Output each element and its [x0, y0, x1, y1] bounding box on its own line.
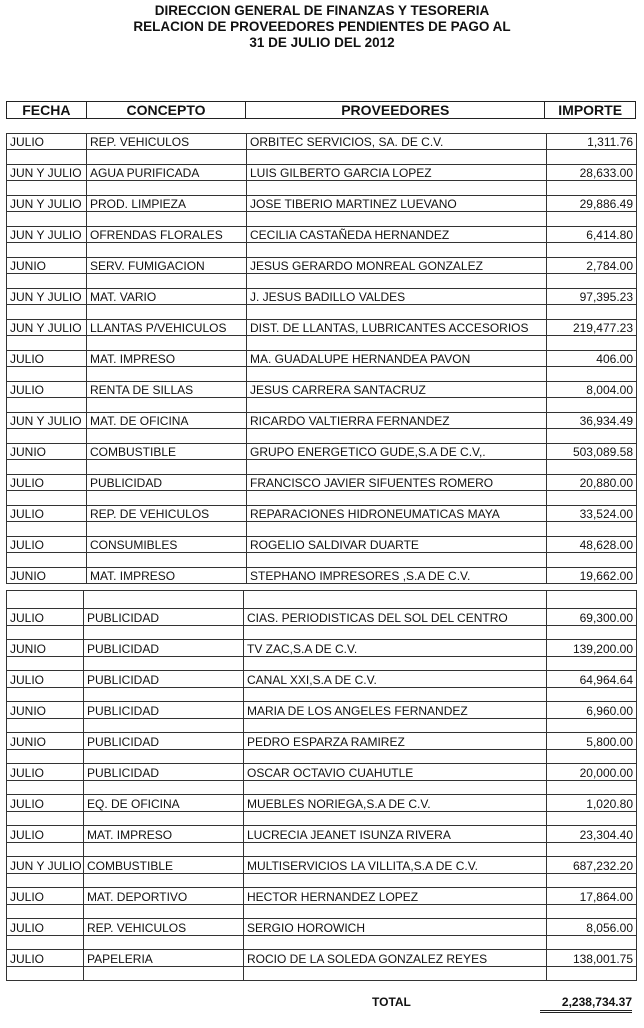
importe-cell: 97,395.23 — [547, 289, 637, 305]
fecha-cell: JUN Y JULIO — [7, 320, 87, 336]
table-row — [7, 919, 637, 936]
concepto-cell: OFRENDAS FLORALES — [87, 227, 247, 243]
empty-cell — [547, 305, 637, 320]
blank-row — [7, 657, 637, 671]
table-row — [7, 320, 637, 336]
table-row — [7, 444, 637, 460]
table-row — [7, 227, 637, 243]
proveedor-cell: CIAS. PERIODISTICAS DEL SOL DEL CENTRO — [244, 609, 547, 626]
empty-cell — [7, 874, 84, 888]
proveedor-cell: CANAL XXI,S.A DE C.V. — [244, 671, 547, 688]
empty-cell — [7, 967, 84, 981]
empty-cell — [7, 657, 84, 671]
fecha-cell: JUN Y JULIO — [7, 413, 87, 429]
empty-cell — [547, 967, 637, 981]
blank-row — [7, 936, 637, 950]
empty-cell — [7, 626, 84, 640]
empty-cell — [7, 522, 87, 537]
empty-cell — [547, 905, 637, 919]
blank-row — [7, 212, 637, 227]
empty-cell — [547, 688, 637, 702]
empty-cell — [547, 274, 637, 289]
proveedor-cell: CECILIA CASTAÑEDA HERNANDEZ — [247, 227, 547, 243]
empty-cell — [247, 460, 547, 475]
proveedor-cell: HECTOR HERNANDEZ LOPEZ — [244, 888, 547, 905]
importe-cell: 6,960.00 — [547, 702, 637, 719]
empty-cell — [547, 460, 637, 475]
importe-cell: 6,414.80 — [547, 227, 637, 243]
concepto-cell: COMBUSTIBLE — [84, 857, 244, 874]
importe-cell: 64,964.64 — [547, 671, 637, 688]
importe-cell: 33,524.00 — [547, 506, 637, 522]
empty-cell — [7, 243, 87, 258]
proveedor-cell: LUIS GILBERTO GARCIA LOPEZ — [247, 165, 547, 181]
empty-cell — [547, 812, 637, 826]
empty-cell — [84, 843, 244, 857]
empty-cell — [547, 626, 637, 640]
table-row — [7, 382, 637, 398]
table-row — [7, 857, 637, 874]
concepto-cell: MAT. IMPRESO — [84, 826, 244, 843]
concepto-cell: EQ. DE OFICINA — [84, 795, 244, 812]
empty-cell — [244, 781, 547, 795]
importe-cell: 19,662.00 — [547, 568, 637, 584]
proveedor-cell: FRANCISCO JAVIER SIFUENTES ROMERO — [247, 475, 547, 491]
importe-cell: 1,020.80 — [547, 795, 637, 812]
table-row — [7, 537, 637, 553]
empty-cell — [547, 750, 637, 764]
empty-cell — [7, 305, 87, 320]
empty-cell — [87, 398, 247, 413]
doc-title-line3: 31 DE JULIO DEL 2012 — [249, 35, 395, 50]
empty-cell — [547, 212, 637, 227]
doc-title-line2: RELACION DE PROVEEDORES PENDIENTES DE PAGO AL — [133, 19, 511, 34]
importe-cell: 5,800.00 — [547, 733, 637, 750]
importe-cell: 48,628.00 — [547, 537, 637, 553]
empty-cell — [247, 491, 547, 506]
proveedor-cell: MARIA DE LOS ANGELES FERNANDEZ — [244, 702, 547, 719]
empty-cell — [547, 522, 637, 537]
blank-row — [7, 367, 637, 382]
total-label: TOTAL — [372, 995, 411, 1009]
empty-cell — [247, 429, 547, 444]
column-header-proveedores: PROVEEDORES — [246, 102, 545, 118]
empty-cell — [247, 181, 547, 196]
table-row — [7, 289, 637, 305]
fecha-cell: JUNIO — [7, 568, 87, 584]
proveedor-cell: SERGIO HOROWICH — [244, 919, 547, 936]
proveedor-cell: MA. GUADALUPE HERNANDEA PAVON — [247, 351, 547, 367]
empty-cell — [547, 874, 637, 888]
empty-cell — [7, 781, 84, 795]
empty-cell — [87, 336, 247, 351]
empty-cell — [7, 843, 84, 857]
importe-cell: 406.00 — [547, 351, 637, 367]
empty-cell — [87, 181, 247, 196]
fecha-cell: JULIO — [7, 609, 84, 626]
proveedor-cell: REPARACIONES HIDRONEUMATICAS MAYA — [247, 506, 547, 522]
concepto-cell: PUBLICIDAD — [84, 764, 244, 781]
proveedor-cell: ORBITEC SERVICIOS, SA. DE C.V. — [247, 134, 547, 150]
column-header-fecha: FECHA — [7, 102, 87, 118]
fecha-cell: JULIO — [7, 134, 87, 150]
proveedor-cell: JESUS GERARDO MONREAL GONZALEZ — [247, 258, 547, 274]
empty-cell — [7, 688, 84, 702]
fecha-cell: JULIO — [7, 888, 84, 905]
fecha-cell: JULIO — [7, 950, 84, 967]
blank-row — [7, 522, 637, 537]
importe-cell: 29,886.49 — [547, 196, 637, 212]
empty-cell — [244, 719, 547, 733]
concepto-cell: PAPELERIA — [84, 950, 244, 967]
importe-cell: 20,000.00 — [547, 764, 637, 781]
blank-row — [7, 243, 637, 258]
empty-cell — [7, 150, 87, 165]
blank-row — [7, 750, 637, 764]
proveedor-cell: TV ZAC,S.A DE C.V. — [244, 640, 547, 657]
blank-row — [7, 274, 637, 289]
empty-cell — [247, 274, 547, 289]
importe-cell: 23,304.40 — [547, 826, 637, 843]
concepto-cell: COMBUSTIBLE — [87, 444, 247, 460]
empty-cell — [84, 812, 244, 826]
table-row — [7, 764, 637, 781]
blank-row — [7, 398, 637, 413]
empty-cell — [7, 367, 87, 382]
fecha-cell: JUN Y JULIO — [7, 857, 84, 874]
empty-cell — [87, 212, 247, 227]
fecha-cell: JULIO — [7, 506, 87, 522]
concepto-cell: MAT. DE OFICINA — [87, 413, 247, 429]
proveedor-cell: DIST. DE LLANTAS, LUBRICANTES ACCESORIOS — [247, 320, 547, 336]
concepto-cell: MAT. IMPRESO — [87, 568, 247, 584]
empty-cell — [547, 936, 637, 950]
empty-cell — [7, 812, 84, 826]
blank-row — [7, 781, 637, 795]
concepto-cell: MAT. IMPRESO — [87, 351, 247, 367]
empty-cell — [7, 336, 87, 351]
fecha-cell: JUNIO — [7, 258, 87, 274]
importe-cell: 28,633.00 — [547, 165, 637, 181]
empty-cell — [84, 750, 244, 764]
importe-cell: 69,300.00 — [547, 609, 637, 626]
blank-row — [7, 591, 637, 609]
empty-cell — [7, 905, 84, 919]
table-row — [7, 475, 637, 491]
table-row — [7, 506, 637, 522]
importe-cell: 8,056.00 — [547, 919, 637, 936]
empty-cell — [84, 719, 244, 733]
concepto-cell: CONSUMIBLES — [87, 537, 247, 553]
importe-cell: 20,880.00 — [547, 475, 637, 491]
blank-row — [7, 626, 637, 640]
doc-title-line1: DIRECCION GENERAL DE FINANZAS Y TESORERIA — [154, 3, 490, 18]
table-row — [7, 413, 637, 429]
empty-cell — [244, 657, 547, 671]
empty-cell — [244, 874, 547, 888]
empty-cell — [547, 491, 637, 506]
blank-row — [7, 305, 637, 320]
empty-cell — [244, 812, 547, 826]
table-row — [7, 795, 637, 812]
empty-cell — [7, 750, 84, 764]
empty-cell — [547, 336, 637, 351]
concepto-cell: MAT. DEPORTIVO — [84, 888, 244, 905]
empty-cell — [84, 657, 244, 671]
proveedor-cell: JESUS CARRERA SANTACRUZ — [247, 382, 547, 398]
fecha-cell: JUN Y JULIO — [7, 196, 87, 212]
empty-cell — [84, 781, 244, 795]
concepto-cell: PUBLICIDAD — [84, 733, 244, 750]
concepto-cell: PUBLICIDAD — [84, 702, 244, 719]
importe-cell: 138,001.75 — [547, 950, 637, 967]
empty-cell — [84, 905, 244, 919]
empty-cell — [87, 460, 247, 475]
empty-cell — [247, 398, 547, 413]
concepto-cell: AGUA PURIFICADA — [87, 165, 247, 181]
empty-cell — [7, 936, 84, 950]
fecha-cell: JUNIO — [7, 640, 84, 657]
providers-table-2 — [6, 590, 637, 981]
fecha-cell: JULIO — [7, 351, 87, 367]
empty-cell — [87, 429, 247, 444]
proveedor-cell: LUCRECIA JEANET ISUNZA RIVERA — [244, 826, 547, 843]
blank-row — [7, 491, 637, 506]
empty-cell — [7, 212, 87, 227]
empty-cell — [547, 181, 637, 196]
fecha-cell: JULIO — [7, 795, 84, 812]
importe-cell: 8,004.00 — [547, 382, 637, 398]
empty-cell — [244, 936, 547, 950]
blank-row — [7, 553, 637, 568]
empty-cell — [7, 274, 87, 289]
concepto-cell: PROD. LIMPIEZA — [87, 196, 247, 212]
proveedor-cell: J. JESUS BADILLO VALDES — [247, 289, 547, 305]
importe-cell: 687,232.20 — [547, 857, 637, 874]
fecha-cell: JUNIO — [7, 444, 87, 460]
concepto-cell: RENTA DE SILLAS — [87, 382, 247, 398]
importe-cell: 503,089.58 — [547, 444, 637, 460]
empty-cell — [244, 626, 547, 640]
fecha-cell: JULIO — [7, 826, 84, 843]
empty-cell — [87, 305, 247, 320]
blank-row — [7, 905, 637, 919]
blank-row — [7, 429, 637, 444]
table-row — [7, 609, 637, 626]
empty-cell — [87, 274, 247, 289]
empty-cell — [244, 905, 547, 919]
empty-cell — [547, 591, 637, 609]
table-row — [7, 165, 637, 181]
proveedor-cell: JOSE TIBERIO MARTINEZ LUEVANO — [247, 196, 547, 212]
blank-row — [7, 843, 637, 857]
fecha-cell: JULIO — [7, 671, 84, 688]
proveedor-cell: ROCIO DE LA SOLEDA GONZALEZ REYES — [244, 950, 547, 967]
proveedor-cell: MUEBLES NORIEGA,S.A DE C.V. — [244, 795, 547, 812]
blank-row — [7, 181, 637, 196]
concepto-cell: MAT. VARIO — [87, 289, 247, 305]
empty-cell — [84, 591, 244, 609]
empty-cell — [247, 522, 547, 537]
concepto-cell: REP. DE VEHICULOS — [87, 506, 247, 522]
column-header-importe: IMPORTE — [558, 102, 623, 118]
concepto-cell: SERV. FUMIGACION — [87, 258, 247, 274]
empty-cell — [247, 212, 547, 227]
empty-cell — [7, 719, 84, 733]
column-header-concepto: CONCEPTO — [87, 102, 247, 118]
proveedor-cell: GRUPO ENERGETICO GUDE,S.A DE C.V,. — [247, 444, 547, 460]
fecha-cell: JUN Y JULIO — [7, 227, 87, 243]
concepto-cell: PUBLICIDAD — [84, 609, 244, 626]
blank-row — [7, 719, 637, 733]
importe-cell: 2,784.00 — [547, 258, 637, 274]
proveedor-cell: RICARDO VALTIERRA FERNANDEZ — [247, 413, 547, 429]
proveedor-cell: STEPHANO IMPRESORES ,S.A DE C.V. — [247, 568, 547, 584]
empty-cell — [7, 429, 87, 444]
empty-cell — [244, 591, 547, 609]
table-row — [7, 351, 637, 367]
column-header-row — [6, 101, 636, 119]
empty-cell — [547, 843, 637, 857]
empty-cell — [84, 688, 244, 702]
empty-cell — [87, 150, 247, 165]
concepto-cell: PUBLICIDAD — [84, 640, 244, 657]
proveedor-cell: OSCAR OCTAVIO CUAHUTLE — [244, 764, 547, 781]
importe-cell: 17,864.00 — [547, 888, 637, 905]
empty-cell — [84, 967, 244, 981]
empty-cell — [244, 843, 547, 857]
empty-cell — [547, 719, 637, 733]
table-row — [7, 640, 637, 657]
empty-cell — [7, 460, 87, 475]
fecha-cell: JUN Y JULIO — [7, 289, 87, 305]
fecha-cell: JULIO — [7, 475, 87, 491]
empty-cell — [244, 688, 547, 702]
empty-cell — [247, 367, 547, 382]
empty-cell — [547, 429, 637, 444]
table-row — [7, 950, 637, 967]
empty-cell — [84, 626, 244, 640]
table-row — [7, 258, 637, 274]
empty-cell — [244, 750, 547, 764]
empty-cell — [7, 398, 87, 413]
empty-cell — [7, 591, 84, 609]
importe-cell: 1,311.76 — [547, 134, 637, 150]
empty-cell — [247, 243, 547, 258]
table-row — [7, 826, 637, 843]
empty-cell — [87, 243, 247, 258]
blank-row — [7, 967, 637, 981]
table-row — [7, 733, 637, 750]
empty-cell — [547, 657, 637, 671]
blank-row — [7, 874, 637, 888]
empty-cell — [547, 150, 637, 165]
empty-cell — [547, 781, 637, 795]
total-value: 2,238,734.37 — [540, 995, 632, 1013]
empty-cell — [247, 150, 547, 165]
importe-cell: 219,477.23 — [547, 320, 637, 336]
providers-table-1 — [6, 133, 637, 584]
concepto-cell: PUBLICIDAD — [84, 671, 244, 688]
empty-cell — [84, 874, 244, 888]
table-row — [7, 671, 637, 688]
table-row — [7, 702, 637, 719]
empty-cell — [87, 491, 247, 506]
empty-cell — [547, 553, 637, 568]
empty-cell — [247, 336, 547, 351]
empty-cell — [87, 522, 247, 537]
fecha-cell: JULIO — [7, 382, 87, 398]
empty-cell — [87, 553, 247, 568]
fecha-cell: JULIO — [7, 537, 87, 553]
empty-cell — [87, 367, 247, 382]
concepto-cell: REP. VEHICULOS — [84, 919, 244, 936]
concepto-cell: REP. VEHICULOS — [87, 134, 247, 150]
blank-row — [7, 688, 637, 702]
empty-cell — [547, 398, 637, 413]
empty-cell — [7, 553, 87, 568]
empty-cell — [247, 553, 547, 568]
blank-row — [7, 812, 637, 826]
empty-cell — [7, 491, 87, 506]
empty-cell — [244, 967, 547, 981]
blank-row — [7, 150, 637, 165]
empty-cell — [7, 181, 87, 196]
table-row — [7, 134, 637, 150]
table-row — [7, 888, 637, 905]
empty-cell — [547, 243, 637, 258]
empty-cell — [547, 367, 637, 382]
table-row — [7, 196, 637, 212]
fecha-cell: JUN Y JULIO — [7, 165, 87, 181]
table-row — [7, 568, 637, 584]
empty-cell — [84, 936, 244, 950]
proveedor-cell: MULTISERVICIOS LA VILLITA,S.A DE C.V. — [244, 857, 547, 874]
fecha-cell: JUNIO — [7, 733, 84, 750]
fecha-cell: JUNIO — [7, 702, 84, 719]
proveedor-cell: PEDRO ESPARZA RAMIREZ — [244, 733, 547, 750]
fecha-cell: JULIO — [7, 764, 84, 781]
blank-row — [7, 460, 637, 475]
importe-cell: 36,934.49 — [547, 413, 637, 429]
concepto-cell: PUBLICIDAD — [87, 475, 247, 491]
proveedor-cell: ROGELIO SALDIVAR DUARTE — [247, 537, 547, 553]
fecha-cell: JULIO — [7, 919, 84, 936]
concepto-cell: LLANTAS P/VEHICULOS — [87, 320, 247, 336]
empty-cell — [247, 305, 547, 320]
blank-row — [7, 336, 637, 351]
importe-cell: 139,200.00 — [547, 640, 637, 657]
